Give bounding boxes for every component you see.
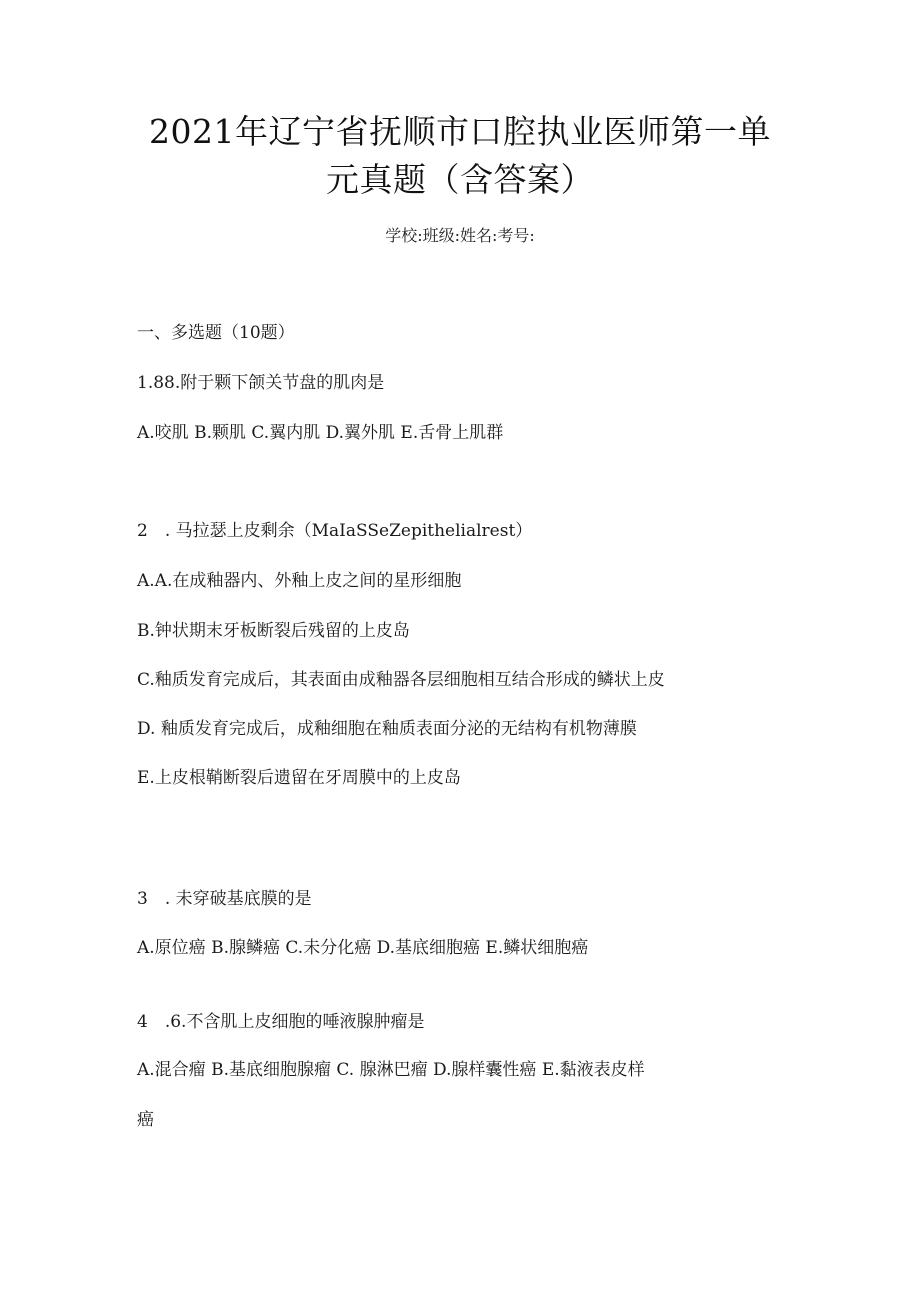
question-1-options: A.咬肌 B.颗肌 C.翼内肌 D.翼外肌 E.舌骨上肌群 bbox=[137, 423, 504, 443]
question-3-stem: 3 . 未穿破基底膜的是 bbox=[137, 889, 312, 909]
question-4-stem: 4 .6.不含肌上皮细胞的唾液腺肿瘤是 bbox=[137, 1012, 425, 1032]
question-2-option-b: B.钟状期末牙板断裂后残留的上皮岛 bbox=[137, 621, 410, 641]
document-title-line2: 元真题（含答案） bbox=[326, 160, 594, 199]
question-3-options: A.原位癌 B.腺鳞癌 C.未分化癌 D.基底细胞癌 E.鳞状细胞癌 bbox=[137, 938, 589, 958]
question-2-option-e: E.上皮根鞘断裂后遗留在牙周膜中的上皮岛 bbox=[137, 768, 461, 788]
question-4-options-line1: A.混合瘤 B.基底细胞腺瘤 C. 腺淋巴瘤 D.腺样囊性癌 E.黏液表皮样 bbox=[137, 1060, 645, 1080]
question-2-option-a: A.A.在成釉器内、外釉上皮之间的星形细胞 bbox=[137, 571, 462, 591]
student-info-line: 学校:班级:姓名:考号: bbox=[385, 226, 535, 245]
question-2-option-d: D. 釉质发育完成后，成釉细胞在釉质表面分泌的无结构有机物薄膜 bbox=[137, 719, 637, 739]
question-4-options-line2: 癌 bbox=[137, 1110, 154, 1130]
document-title-line1: 2021年辽宁省抚顺市口腔执业医师第一单 bbox=[149, 112, 771, 151]
question-2-option-c: C.釉质发育完成后，其表面由成釉器各层细胞相互结合形成的鳞状上皮 bbox=[137, 670, 665, 690]
section-heading: 一、多选题（10题） bbox=[137, 323, 295, 343]
question-1-stem: 1.88.附于颗下颌关节盘的肌肉是 bbox=[137, 373, 385, 393]
question-2-stem: 2 . 马拉瑟上皮剩余（MaIaSSeZepithelialrest） bbox=[137, 521, 533, 541]
